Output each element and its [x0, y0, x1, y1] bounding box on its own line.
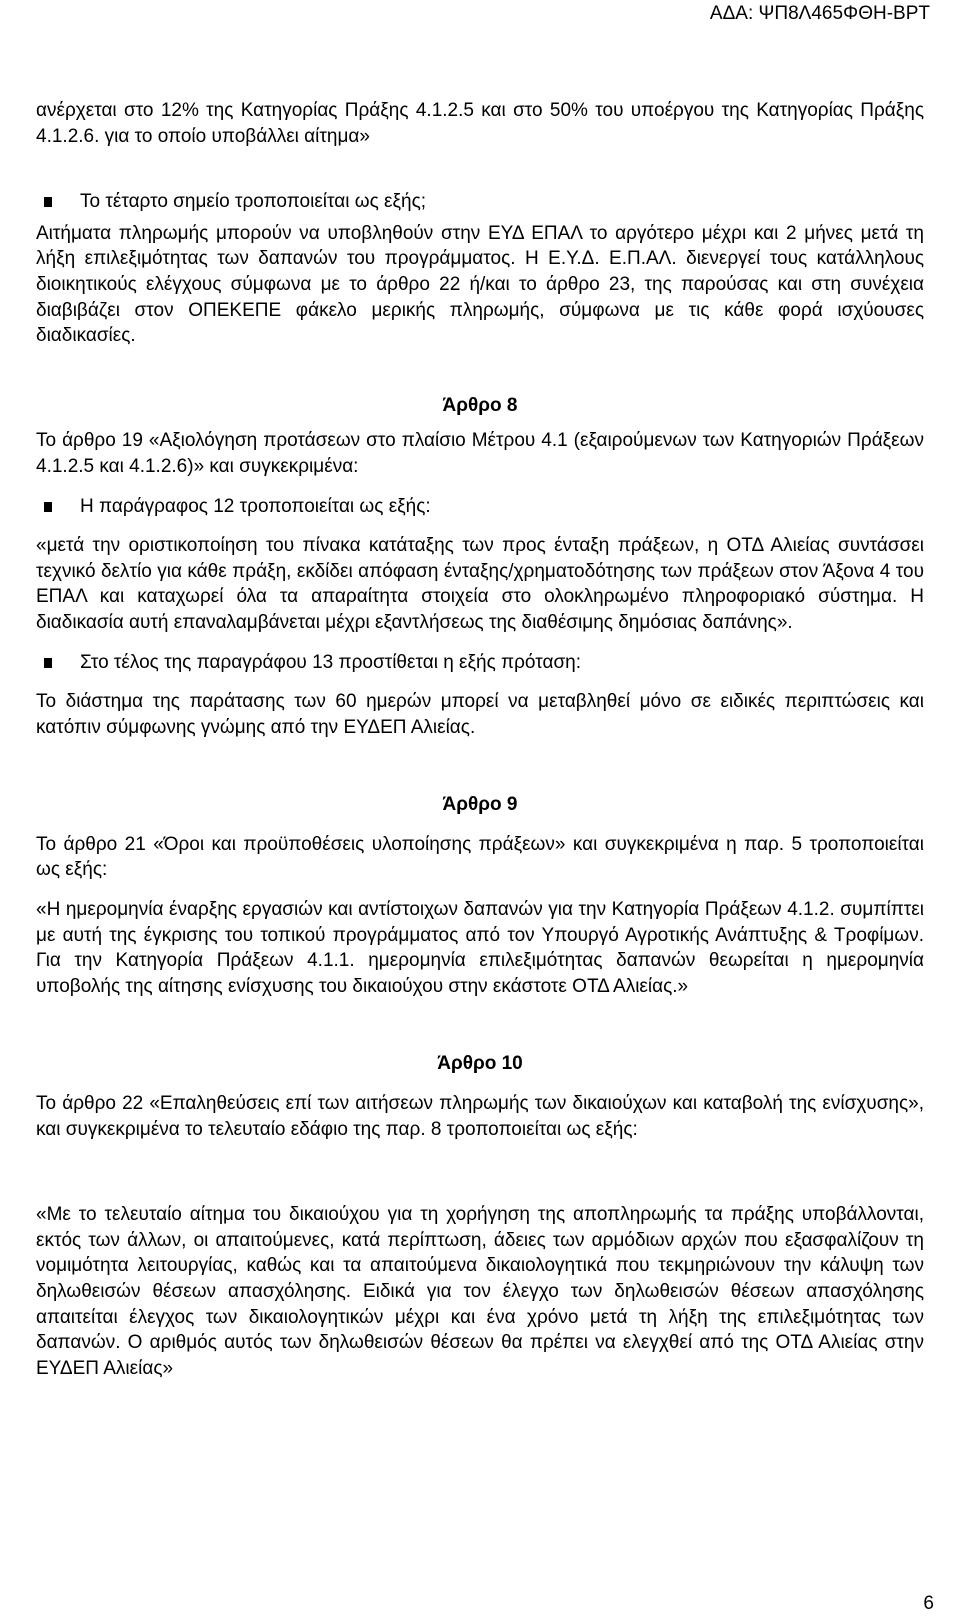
- paragraph: «μετά την οριστικοποίηση του πίνακα κατάταξης των προς ένταξη πράξεων, η ΟΤΔ Αλιείας συντάσσει τεχνικό δελτίο για κάθε πράξη, εκδίδει απόφαση ένταξης/χρηματοδότησης των πράξεων στον Άξονα 4 του ΕΠΑΛ και καταχωρεί όλα τα απαραίτητα στοιχεία στο ολοκληρωμένο πληροφοριακό σύστημα. Η διαδικασία αυτή επαναλαμβάνεται μέχρι εξαντλήσεως της διαθέσιμης δημόσιας δαπάνης».: [36, 535, 924, 633]
- bullet-item: Το τέταρτο σημείο τροποποιείται ως εξής;: [36, 189, 924, 215]
- paragraph: Το άρθρο 19 «Αξιολόγηση προτάσεων στο πλαίσιο Μέτρου 4.1 (εξαιρούμενων των Κατηγοριών Πράξεων 4.1.2.5 και 4.1.2.6)» και συγκεκριμένα:: [36, 430, 924, 477]
- document-body: [36, 98, 924, 1381]
- page-number: 6: [923, 1593, 934, 1614]
- paragraph: Το διάστημα της παράτασης των 60 ημερών μπορεί να μεταβληθεί μόνο σε ειδικές περιπτώσεις και κατόπιν σύμφωνης γνώμης από την ΕΥΔΕΠ Αλιείας.: [36, 691, 924, 738]
- paragraph: «Με το τελευταίο αίτημα του δικαιούχου για τη χορήγηση της αποπληρωμής τα πράξης υποβάλλονται, εκτός των άλλων, οι απαιτούμενες, κατά περίπτωση, άδειες των αρμόδιων αρχών που εξασφαλίζουν τη νομιμότητα λειτουργίας, καθώς και τα απαιτούμενα δικαιολογητικά που τεκμηριώνουν την κάλυψη των δηλωθεισών θέσεων απασχόλησης. Ειδικά για τον έλεγχο των δηλωθεισών θέσεων απασχόλησης απαιτείται έλεγχος των δικαιολογητικών μέχρι και ένα χρόνο μετά τη λήξη της επιλεξιμότητας των δαπανών. Ο αριθμός αυτός των δηλωθεισών θέσεων θα πρέπει να ελεγχθεί από της ΟΤΔ Αλιείας στην ΕΥΔΕΠ Αλιείας»: [36, 1204, 924, 1379]
- article-8-title: Άρθρο 8: [442, 394, 518, 416]
- article-9-title: Άρθρο 9: [442, 794, 518, 816]
- paragraph: Αιτήματα πληρωμής μπορούν να υποβληθούν στην ΕΥΔ ΕΠΑΛ το αργότερο μέχρι και 2 μήνες μετά τη λήξη επιλεξιμότητας των δαπανών του προγράμματος. Η Ε.Υ.Δ. Ε.Π.ΑΛ. διενεργεί τους κατάλληλους διοικητικούς ελέγχους σύμφωνα με το άρθρο 22 ή/και το άρθρο 23, της παρούσας και στη συνέχεια διαβιβάζει στον ΟΠΕΚΕΠΕ φάκελο μερικής πληρωμής, σύμφωνα με τις κάθε φορά ισχύουσες διαδικασίες.: [36, 222, 924, 347]
- paragraph: Το άρθρο 22 «Επαληθεύσεις επί των αιτήσεων πληρωμής των δικαιούχων και καταβολή της ενίσχυσης», και συγκεκριμένα το τελευταίο εδάφιο της παρ. 8 τροποποιείται ως εξής:: [36, 1093, 924, 1140]
- bullet-item: Στο τέλος της παραγράφου 13 προστίθεται η εξής πρόταση:: [36, 650, 924, 676]
- article-10-title: Άρθρο 10: [437, 1053, 523, 1075]
- paragraph: Το άρθρο 21 «Όροι και προϋποθέσεις υλοποίησης πράξεων» και συγκεκριμένα η παρ. 5 τροποποιείται ως εξής:: [36, 833, 924, 881]
- ada-identifier: ΑΔΑ: ΨΠ8Λ465ΦΘΗ-ΒΡΤ: [709, 3, 930, 24]
- paragraph: ανέρχεται στο 12% της Κατηγορίας Πράξης 4.1.2.5 και στο 50% του υποέργου της Κατηγορίας Πράξης 4.1.2.6. για το οποίο υποβάλλει αίτημα»: [36, 100, 924, 147]
- bullet-item: Η παράγραφος 12 τροποποιείται ως εξής:: [36, 494, 924, 520]
- paragraph: «Η ημερομηνία έναρξης εργασιών και αντίστοιχων δαπανών για την Κατηγορία Πράξεων 4.1.2. συμπίπτει με αυτή της έγκρισης του τοπικού προγράμματος από τον Υπουργό Αγροτικής Ανάπτυξης & Τροφίμων. Για την Κατηγορία Πράξεων 4.1.1. ημερομηνία επιλεξιμότητας δαπανών θεωρείται η ημερομηνία υποβολής της αίτησης ενίσχυσης του δικαιούχου στην εκάστοτε ΟΤΔ Αλιείας.»: [36, 899, 924, 997]
